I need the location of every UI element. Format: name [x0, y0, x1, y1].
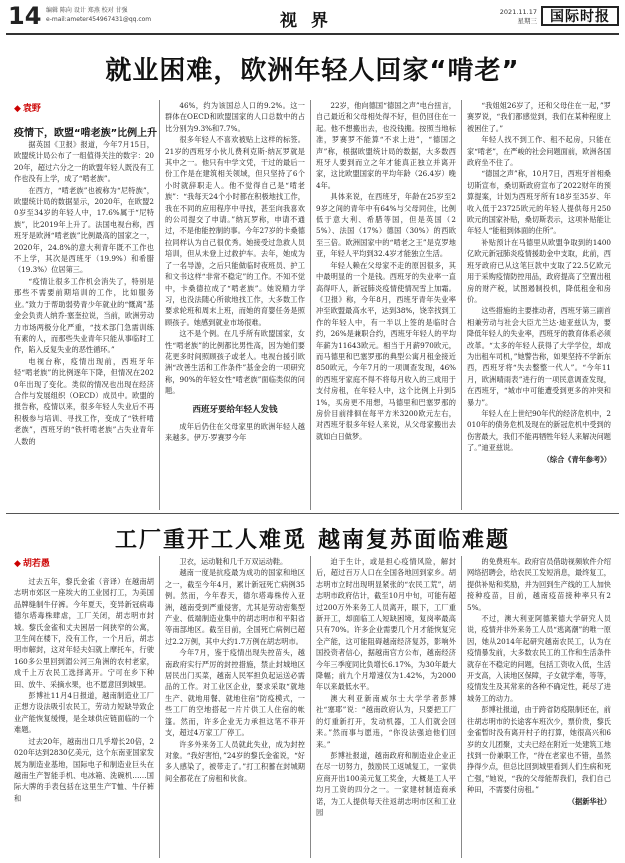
- paragraph: 这不是个例。在几乎所有欧盟国家，女性“啃老族”的比例都比男性高，因为她们要花更多时间照顾孩子或老人。电视台援引欧洲“改善生活和工作条件”基金会的一项研究称，90%的年轻女性“啃老族”面临类似的问题。: [165, 329, 305, 396]
- paragraph: 年轻人赖在父母家不走的原因很多，其中最明显的一个是钱。西班牙的失业率一直高得吓人，新冠肺炎疫情使情况雪上加霜。《卫报》称，今年8月，西班牙青年失业率冲至欧盟最高水平，达到38%，饶幸找到工作的年轻人中，有一半以上签的是临时合约，26%是兼职合约，西班牙年轻人的平均年薪为11643欧元。相当于月薪970欧元，而马德里和巴塞罗那的典型公寓月租金接近850欧元，今年7月的一项调查发现，46%的西班牙家庭不得不将每月收入的三成用于支付房租，在年轻人中，这个比例上升到51%，买房更不用想，马德里和巴塞罗那的房价目前徘徊在每平方米3200欧元左右，对西班牙很多年轻人来说，从父母家搬出去就如白日做梦。: [316, 260, 456, 441]
- paragraph: 迫于生计，或是担心疫情风险，解封后，超过百万人口在全国各地回到家乡。胡志明市立时出现明显紧张的“农民工荒”，胡志明市政府估计，截至10月中旬，可能有超过200万外来务工人员离开，眼下，工厂重新开工，却面临工人短缺困境，复岗率最高只有70%。许多企业需要几个月才能恢复完全产能，这可能阻碍越南经济复苏，影响外国投资者信心，据越南官方公布，越南经济今年三季度同比负增长6.17%，为30年最大降幅；前九个月增速仅为1.42%，为2000年以来最低水平。: [316, 557, 456, 692]
- paragraph: 成年后仍住在父母家里的欧洲年轻人越来越多。伊万·罗赛罗今年: [165, 421, 305, 443]
- header-meta: [46, 6, 151, 24]
- paragraph: 彭博社报道，由于跨省防疫限制还在，前往胡志明市的长途客车班次少，票价贵，黎氏金雀暂时没有离开村子的打算，她很高兴和6岁的女儿团聚，丈夫已经在附近一处建筑工地找到一份兼职工作，“待在老家也不错，虽然挣得少点，但总比回到城里看到人们生病和死亡强，”她说，“我的父母能帮我们，我们自己种田，不需要付房租。”: [467, 705, 611, 795]
- paragraph: 今年7月，鉴于疫情出现失控苗头，越南政府实行严厉的封控措施，禁止封城地区居民出门买菜，越南人民军担负起运送必需品的工作。对工业区企业，要求采取“就地生产、就地用餐、就地住宿”防疫模式，一些工厂的空地搭起一片片供工人住宿的帐篷。然而，许多企业无力承担这笔不菲开支，超过4万家工厂停工。: [165, 648, 305, 738]
- paragraph: 这些措施的主要推动者，西班牙第三副首相兼劳动与社会大臣尤兰达·迪亚兹认为，要降低年轻人的失业率，西班牙的教育体系必须改革。“太多的年轻人获得了大学学位，却成为出租车司机，”她警告称，如果坚持不学新东西，西班牙将“失去整整一代人”。“今年11月，欧洲晴雨表”进行的一项民意调查发现，在西班牙，“城市中可能遭受到更多的冲突和暴力”。: [467, 306, 611, 407]
- paragraph: 补贴预计在马德里从欧盟争取到的1400亿欧元新冠肺炎疫情援助金中支取，此前，西班牙政府已从这笔巨款中支取了22.5亿欧元用于采购疫情防控用品，政府提高了空置出租房的财产税，试图遏制投机，降低租金和房价。: [467, 237, 611, 304]
- paragraph: 22岁，他向德国“德国之声”电台扭言，自己最近和父母相处得不好，但仍回住在一起。他不想搬出去，也没钱搬。按照当地标准，罗赛罗不能算“不求上进”，“德国之声”称，根据欧盟统计局的数据，大多数西班牙人要到而立之年才能真正独立并离开家，这比欧盟国家的平均年龄（26.4岁）晚4年。: [316, 101, 456, 190]
- story2-headline-left: 工厂重开工人难觅: [115, 528, 308, 553]
- paragraph: “我姐姐26岁了，还和父母住在一起，”罗赛罗说，“我们都感觉到，我们在某种程度上被困住了。”: [467, 101, 611, 133]
- page-number: 14: [8, 2, 42, 30]
- paragraph: 过去五年，黎氏金雀（音译）在越南胡志明市郊区一座埃大的工业园打工，为美国品牌缝制牛仔裤。今年夏天，变异新冠病毒德尔塔毒株肆虐，工厂关闭，胡志明市封城。黎氏金雀和丈夫困居一间狭窄的公寓，卫生间在楼下，没有工作，一个月后，胡志明市解封，这对年轻夫妇就上摩托车，行驶160多公里回到湄公河三角洲的农村老家，成千上万农民工选择离开。宁可在乡下种田、放牛、采摘水果，也不愿意回到城里。: [14, 577, 154, 689]
- paragraph: 卫衣，运动鞋和几千万双运动鞋。: [179, 557, 288, 566]
- paragraph: 的免费班车。政府官员借助视频软件介绍网络招聘会，给农民工发短消息，最终复工，提供补贴和奖励，并为回到生产线的工人加快接种疫苗，目前，越南疫苗接种率只有25%。: [467, 557, 611, 612]
- paragraph: 越南一度是抗疫最为成功的国家和地区之一，截至今年4月，累计新冠死亡病例35例。然而，今年春天，德尔塔毒株传入亚洲，越南受到严重侵害，尤其是劳动密集型产业、低端制造业集中的胡志明市和平阳省等南部地区。截至目前，全国死亡病例已超过2.2万例，其中大约1.7万例在胡志明市。: [165, 568, 305, 646]
- column-divider: [461, 100, 462, 510]
- paragraph: 据英国《卫报》报道，今年7月15日，欧盟统计局公布了一组值得关注的数字：2020年，超过六分之一的欧盟年轻人既没有工作也没有上学，成了“啃老族”。: [14, 140, 154, 184]
- paragraph: 彭博社报道，越南政府和制造业企业正在尽一切努力，鼓励民工返城复工，一家供应商开出100美元复工奖金，大概是工人平均月工资的四分之一。一家建材制造商承诺，为工人提供每天往返胡志明市区和工业园: [316, 750, 456, 817]
- author-marker-icon: ◆: [14, 559, 21, 569]
- page-header: [0, 0, 625, 34]
- story1-column-3: [316, 100, 456, 508]
- issue-weekday: 星期三: [517, 17, 537, 25]
- story2-author: 胡若愚: [22, 559, 50, 569]
- masthead-logo: 国际时报: [541, 6, 619, 26]
- column-divider: [310, 556, 311, 858]
- story2-signoff: （据新华社）: [567, 796, 611, 806]
- paragraph: 年轻人找不到工作、租不起房，只能在家“啃老”，在严峻的社会问题面前，欧洲各国政府坐不住了。: [467, 135, 611, 168]
- header-rule: [6, 33, 619, 35]
- story1-column-4: [467, 100, 611, 508]
- column-divider: [159, 556, 160, 858]
- paragraph: 澳大利亚新南威尔士大学学者彭博社“塞耶”说：“越南政府认为，只要把工厂的灯重新打开，发动机器，工人们就会回来。”然而事与愿违，“你没法强迫他们回来。”: [316, 693, 456, 749]
- story1-byline: [14, 101, 41, 114]
- story1-column-2: [165, 100, 305, 508]
- editor-credits: 编辑 陈向 设计 郑燕 校对 甘强: [46, 7, 128, 14]
- story2-column-2: [165, 556, 305, 858]
- story1-section-subhead: 西班牙要给年轻人发钱: [192, 404, 278, 415]
- paragraph: 年轻人在上世纪90年代的经济危机中，2010年的债务危机及现在的新冠危机中受到的伤害最大，我们不能再牺牲年轻人来解决问题了。”迪亚兹说。: [467, 408, 611, 453]
- paragraph: 在西方，“啃老族”也被称为“尼特族”，欧盟统计局的数据显示，2020年，在欧盟20岁至34岁的年轻人中，17.6%属于“尼特族”，比2019年上升了。法国电视台称，西班牙是欧洲“啃老族”比例最高的国家之一，2020年，24.8%的意大利青年既不工作也不上学，其次是西班牙（19.9%）和希腊（19.3%）位居第三。: [14, 185, 154, 275]
- author-marker-icon: ◆: [14, 104, 21, 114]
- paragraph: 许多外来务工人员就此失业，成为封控对象。“我好害怕，”24岁的黎氏金雀说，“好多人感染了，被带走了。”打工积蓄在封城期间全都花在了房租和伙食。: [165, 739, 305, 783]
- paragraph: 过去20年，越南出口几乎增长20倍，2020年达到2830亿美元，这个东南亚国家发展为制造业基地，国际电子和制造业巨头在越南生产智能手机、电冰箱、洗碗机……国际大牌的手表包括在这里生产T恤、牛仔裤和: [14, 736, 154, 803]
- story1-headline: 就业困难，欧洲年轻人回家“啃老”: [105, 56, 520, 86]
- column-divider: [159, 100, 160, 510]
- paragraph: 具体来说，在西班牙，年龄在25岁至29岁之间的青年中有64%与父母同住，比例低于意大利、希腊等国，但是英国（25%）、法国（17%）德国（30%）的西欧至三倍。欧洲国家中的“啃老之王”是克罗地亚，年轻人平均到32.4岁才能独立生活。: [316, 192, 456, 259]
- paragraph: 很多年轻人不喜欢被贴上这样的标签。21岁的西班牙小伙儿费利克斯·纳瓦罗就是其中之一。他只有中学文凭，干过的最后一份工作是在建筑相关领域，但只坚持了6个小时就辞职走人。他不觉得自己是“啃老族”：“我每天24个小时都在积极地找工作，我在不同的应用程序中寻找，甚至向我喜欢的公司提交了申请。”纳瓦罗称，申请不通过，不是他能控制的事。今年27岁的卡桑德拉同样认为自己很优秀。她接受过急救人员培训，但从未登上过救护车。去年，她成为了一名导游，之后只能做临时夜班员、护工和文书这样“非常不稳定”的工作。不知不觉中，卡桑德拉成了“啃老族”。她说精力学习，也没法随心所欲地找工作，大多数工作要求轮班和周末上班，而她的育婴任务是照顾孩子。她感到就业市场很难。: [165, 135, 305, 327]
- date-block: [489, 8, 537, 26]
- paragraph: 彭博社11月4日报道，越南制造业工厂正想方设法吸引农民工，劳动力短缺导致企业产能恢复缓慢，是全球供应链面临的一个难题。: [14, 691, 154, 735]
- story2-column-1: [14, 576, 154, 858]
- column-divider: [310, 100, 311, 510]
- paragraph: “疫情让很多工作机会消失了，特别是那些不需要前期培训的工作，比如服务业。”致力于帮助弱势青少年就业的“慨离”基金会负责人纳乔·塞奎拉说，当前，欧洲劳动力市场两极分化严重，“技术部门急需训练有素的人，而那些失业青年只能从事临时工作，陷入反复失业的恶性循环。”: [14, 276, 154, 355]
- column-divider: [461, 556, 462, 858]
- story1-signoff: （综合《青年参考》）: [542, 454, 611, 464]
- story2-byline: [14, 556, 50, 569]
- issue-date: 2021.11.17: [499, 8, 537, 16]
- story1-subhead: 疫情下，欧盟“啃老族”比例上升: [14, 128, 158, 139]
- story1-column-1: [14, 139, 154, 509]
- paragraph: 不过，澳大利亚阿德莱德大学研究人员说，疫情并非外来务工人员“逃离潮”的唯一原因，她从2014年起研究越南农民工，认为在疫情暴发前，大多数农民工的工作和生活条件就存在不稳定的问题，包括工资收入低，生活开支高，入读地区保障，子女就学难，等等，疫情发生及其常来的各种不确定性，耗尽了进城务工的动力。: [467, 614, 611, 703]
- story2-column-4: [467, 556, 611, 858]
- paragraph: “德国之声”称，10月7日，西班牙首相桑切斯宣布，桑切斯政府宣布了2022财年的预算提案，计划为西班牙所有18岁至35岁、年收入低于23725欧元的年轻人提供每月250欧元的国家补贴，桑切斯表示，这项补贴能让年轻人“能租到体面的住所”。: [467, 169, 611, 236]
- paragraph: 电视台称，疫情出现前，西班牙年轻“啃老族”的比例逐年下降，但情况在2020年出现了变化。类似的情况也出现在经济合作与发展组织（OECD）成员中。欧盟的报告称，疫情以来，很多年轻人失业后不再积极参与培训、寻找工作，变成了“铁杆啃老族”，西班牙的“铁杆啃老族”占失业青年人数的: [14, 356, 154, 446]
- story2-headline-right: 越南复苏面临难题: [318, 528, 511, 553]
- contact-email: e-mail:ameter454967431@qq.com: [46, 16, 152, 23]
- story-separator: [6, 513, 619, 514]
- section-title: 视 界: [280, 11, 332, 31]
- story2-column-3: [316, 556, 456, 858]
- paragraph: 46%，约为该国总人口的9.2%。这一群体在OECD和欧盟国家的人口总数中的占比分别为9.3%和7.7%。: [165, 101, 305, 133]
- story1-author: 袁野: [22, 104, 41, 114]
